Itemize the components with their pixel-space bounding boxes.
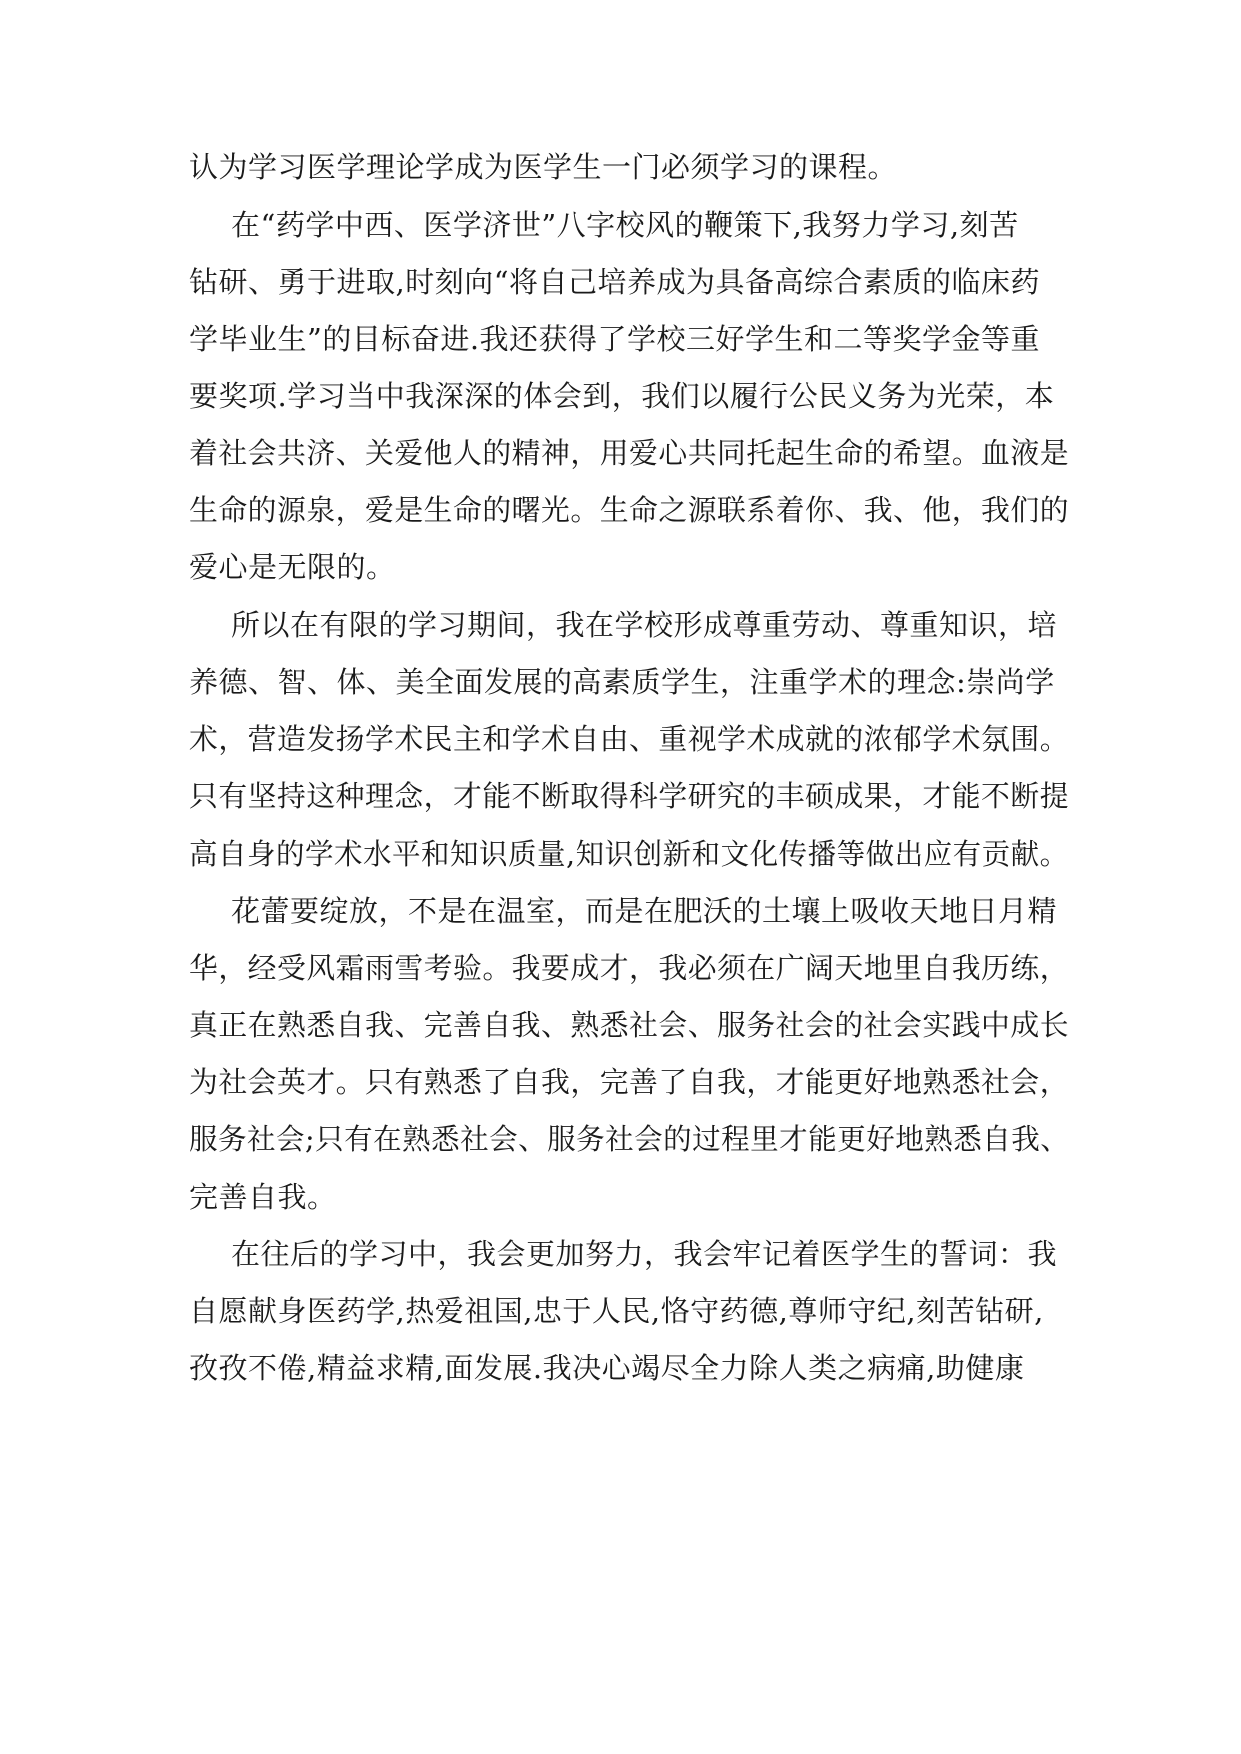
text-line: 华，经受风霜雨雪考验。我要成才，我必须在广阔天地里自我历练， [189,951,1070,985]
text-line: 高自身的学术水平和知识质量,知识创新和文化传播等做出应有贡献。 [189,837,1069,871]
text-line: 在“药学中西、医学济世”八字校风的鞭策下,我努力学习,刻苦 [231,208,1019,242]
text-line: 为社会英才。只有熟悉了自我，完善了自我，才能更好地熟悉社会， [189,1065,1070,1099]
text-line: 只有坚持这种理念，才能不断取得科学研究的丰硕成果，才能不断提 [189,779,1070,813]
text-line: 学毕业生”的目标奋进.我还获得了学校三好学生和二等奖学金等重 [189,322,1041,356]
text-line: 服务社会;只有在熟悉社会、服务社会的过程里才能更好地熟悉自我、 [189,1122,1070,1156]
text-line: 真正在熟悉自我、完善自我、熟悉社会、服务社会的社会实践中成长 [189,1008,1070,1042]
text-line: 所以在有限的学习期间，我在学校形成尊重劳动、尊重知识，培 [231,608,1058,642]
text-line: 自愿献身医药学,热爱祖国,忠于人民,恪守药德,尊师守纪,刻苦钻研, [189,1294,1044,1328]
text-line: 钻研、勇于进取,时刻向“将自己培养成为具备高综合素质的临床药 [189,265,1041,299]
text-line: 认为学习医学理论学成为医学生一门必须学习的课程。 [189,150,898,184]
text-line: 花蕾要绽放，不是在温室，而是在肥沃的土壤上吸收天地日月精 [231,894,1058,928]
text-line: 养德、智、体、美全面发展的高素质学生，注重学术的理念:崇尚学 [189,665,1055,699]
text-line: 着社会共济、关爱他人的精神，用爱心共同托起生命的希望。血液是 [189,436,1070,470]
text-line: 生命的源泉，爱是生命的曙光。生命之源联系着你、我、他，我们的 [189,493,1070,527]
text-line: 术，营造发扬学术民主和学术自由、重视学术成就的浓郁学术氛围。 [189,722,1070,756]
text-line: 在往后的学习中，我会更加努力，我会牢记着医学生的誓词：我 [231,1237,1058,1271]
text-line: 爱心是无限的。 [189,550,396,584]
text-line: 要奖项.学习当中我深深的体会到，我们以履行公民义务为光荣，本 [189,379,1055,413]
text-line: 孜孜不倦,精益求精,面发展.我决心竭尽全力除人类之病痛,助健康 [189,1351,1025,1385]
text-line: 完善自我。 [189,1180,337,1214]
